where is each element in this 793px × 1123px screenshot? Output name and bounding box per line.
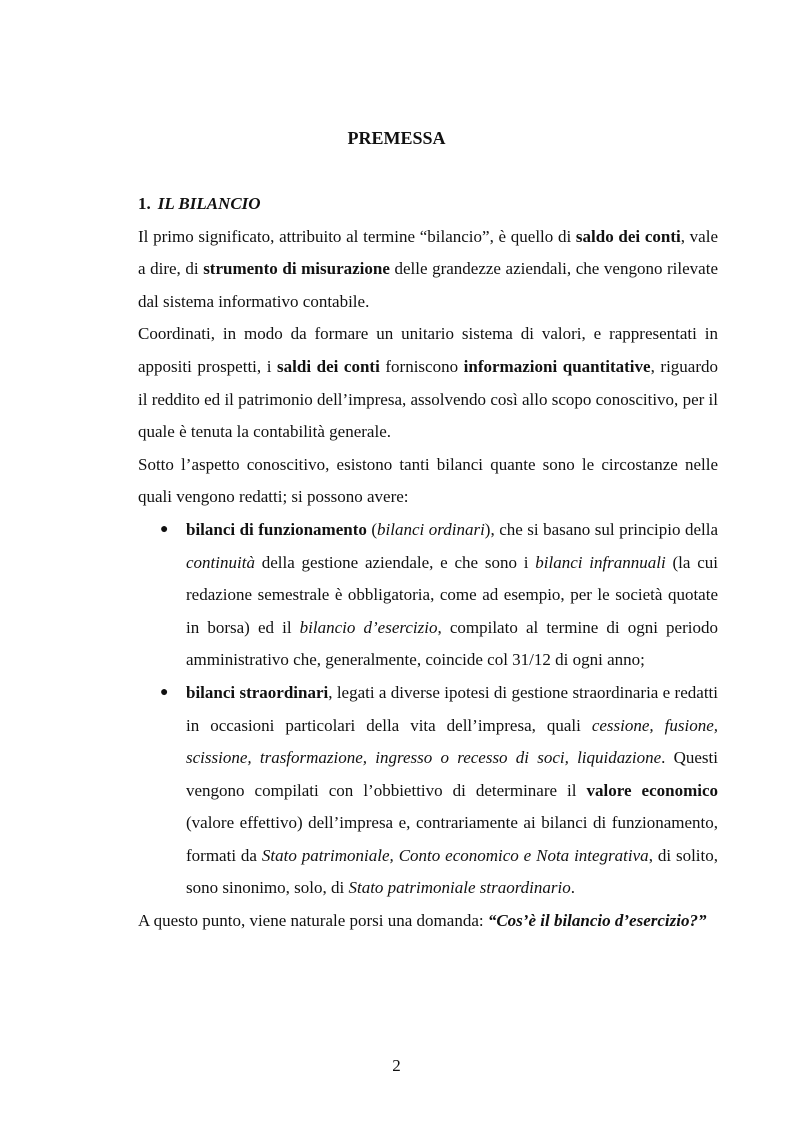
text-run: ( (366, 519, 378, 539)
bold-term: bilanci di funzionamento (186, 519, 367, 539)
text-run: , compilato al termine di ogni periodo amministrativo che, generalmente, coincide col 31/12 di ogni anno; (186, 617, 718, 670)
section-number: 1. (138, 194, 151, 213)
italic-term: Stato patrimoniale, Conto economico e Nota integrativa (261, 845, 649, 865)
paragraph-1 (138, 221, 718, 319)
bullet-dot-icon: ● (160, 684, 169, 700)
text-run: ), che si basano sul principio della (484, 519, 718, 539)
text-run: . (570, 878, 575, 898)
bold-term: informazioni quantitative (463, 356, 651, 376)
text-run: forniscono (379, 356, 464, 376)
text-run: , legati a diverse ipotesi di gestione straordinaria e redatti in occasioni particolari della vita dell’impresa, quali (186, 682, 718, 735)
paragraph-2 (138, 318, 718, 448)
page-number: 2 (392, 1056, 401, 1075)
text-run: , di solito, sono sinonimo, solo, di (186, 845, 718, 898)
text-run: Coordinati, in modo da formare un unitario sistema di valori, e rappresentati in appositi prospetti, i (138, 324, 718, 376)
italic-term: cessione, fusione, scissione, trasformazione, ingresso o recesso di soci, liquidazione (186, 715, 718, 768)
bullet-dot-icon: ● (160, 521, 169, 537)
text-run: delle grandezze aziendali, che vengono rilevate dal sistema informativo contabile. (138, 259, 718, 311)
bullet-list (138, 514, 718, 905)
text-run: (la cui redazione semestrale è obbligatoria, come ad esempio, per le società quotate in borsa) ed il (186, 552, 718, 637)
italic-term: bilancio d’esercizio (299, 617, 438, 637)
text-run: . Questi vengono compilati con l’obbiettivo di determinare il (186, 748, 718, 800)
page-title: PREMESSA (347, 128, 446, 148)
document-body (138, 188, 718, 938)
bold-term: valore economico (586, 780, 719, 800)
text-run: (valore effettivo) dell’impresa e, contrariamente ai bilanci di funzionamento, formati da (186, 813, 718, 865)
bold-term: saldo dei conti (575, 226, 681, 246)
bold-term: strumento di misurazione (203, 259, 390, 279)
italic-term: bilanci infrannuali (535, 552, 666, 572)
paragraph-3: Sotto l’aspetto conoscitivo, esistono tanti bilanci quante sono le circostanze nelle quali vengono redatti; si possono avere: (138, 454, 718, 507)
text-run: A questo punto, viene naturale porsi una domanda: (138, 911, 488, 931)
bold-term: saldi dei conti (277, 356, 380, 376)
italic-term: Stato patrimoniale straordinario (348, 878, 571, 898)
italic-term: bilanci ordinari (377, 519, 485, 539)
section-heading (138, 188, 718, 221)
bold-term: bilanci straordinari (186, 682, 329, 702)
list-item (160, 677, 719, 905)
question-text: “Cos’è il bilancio d’esercizio?” (487, 911, 707, 931)
section-title: IL BILANCIO (157, 194, 261, 213)
list-item (160, 514, 718, 677)
text-run: , riguardo il reddito ed il patrimonio dell’impresa, assolvendo così allo scopo conoscitivo, per il quale è tenuta la contabilità generale. (138, 356, 718, 442)
italic-term: continuità (186, 552, 255, 572)
text-run: Il primo significato, attribuito al termine “bilancio”, è quello di (138, 226, 576, 246)
paragraph-4 (138, 905, 718, 938)
text-run: della gestione aziendale, e che sono i (254, 552, 536, 572)
text-run: , vale a dire, di (138, 226, 718, 279)
